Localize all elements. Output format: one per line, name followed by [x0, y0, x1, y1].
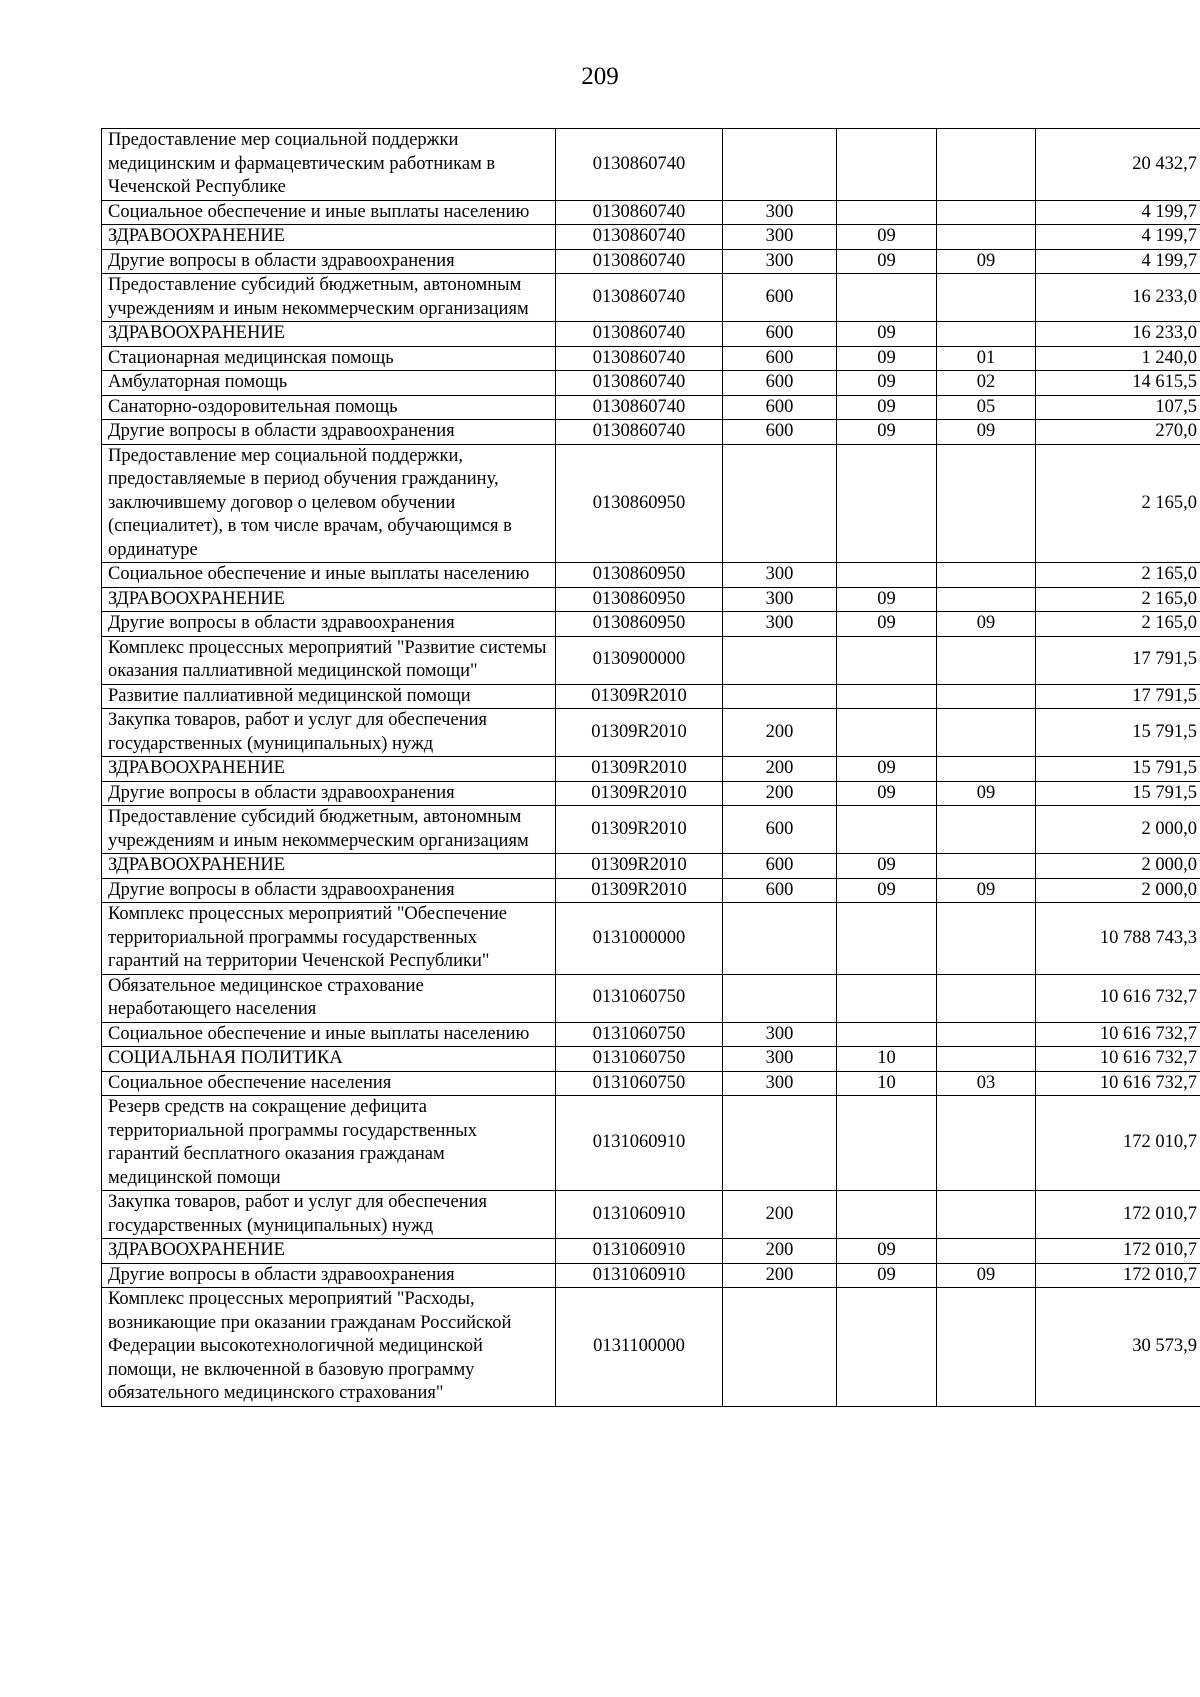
section-cell: 09: [837, 854, 937, 879]
expense-type-cell: 300: [723, 612, 837, 637]
amount-cell: 10 788 743,3: [1036, 903, 1200, 975]
expense-name-cell: Другие вопросы в области здравоохранения: [102, 249, 556, 274]
section-cell: 09: [837, 781, 937, 806]
expense-type-cell: [723, 684, 837, 709]
expense-name-cell: Стационарная медицинская помощь: [102, 346, 556, 371]
expense-name-cell: Закупка товаров, работ и услуг для обеспечения государственных (муниципальных) нужд: [102, 1191, 556, 1239]
expense-type-cell: 600: [723, 274, 837, 322]
subsection-cell: [937, 757, 1036, 782]
table-row: [102, 781, 1200, 806]
amount-cell: 172 010,7: [1036, 1096, 1200, 1191]
target-code-cell: 0131060910: [556, 1096, 723, 1191]
target-code-cell: 01309R2010: [556, 757, 723, 782]
expense-name-cell: Комплекс процессных мероприятий "Расходы, возникающие при оказании гражданам Российской Федерации высокотехнологичной медицинской помощи, не включенной в базовую программу обязательного медицинского страхования": [102, 1288, 556, 1407]
page-number: 209: [581, 63, 619, 90]
table-row: [102, 612, 1200, 637]
expense-type-cell: 200: [723, 1239, 837, 1264]
table-row: [102, 878, 1200, 903]
target-code-cell: 0130860740: [556, 249, 723, 274]
section-cell: [837, 274, 937, 322]
table-row: [102, 757, 1200, 782]
subsection-cell: [937, 1022, 1036, 1047]
expense-type-cell: 600: [723, 806, 837, 854]
subsection-cell: 01: [937, 346, 1036, 371]
amount-cell: 2 165,0: [1036, 612, 1200, 637]
target-code-cell: 0130860740: [556, 322, 723, 347]
table-row: [102, 684, 1200, 709]
expense-name-cell: Другие вопросы в области здравоохранения: [102, 420, 556, 445]
expense-name-cell: ЗДРАВООХРАНЕНИЕ: [102, 322, 556, 347]
amount-cell: 10 616 732,7: [1036, 1022, 1200, 1047]
expense-type-cell: 600: [723, 395, 837, 420]
subsection-cell: [937, 274, 1036, 322]
expense-type-cell: 300: [723, 225, 837, 250]
amount-cell: 172 010,7: [1036, 1239, 1200, 1264]
amount-cell: 10 616 732,7: [1036, 1047, 1200, 1072]
expense-type-cell: 300: [723, 200, 837, 225]
subsection-cell: [937, 322, 1036, 347]
table-row: [102, 806, 1200, 854]
expense-name-cell: Другие вопросы в области здравоохранения: [102, 1263, 556, 1288]
section-cell: [837, 563, 937, 588]
section-cell: [837, 974, 937, 1022]
expense-name-cell: Предоставление мер социальной поддержки, предоставляемые в период обучения гражданину, заключившему договор о целевом обучении (специалитет), в том числе врачам, обучающимся в ординатуре: [102, 444, 556, 563]
table-row: [102, 854, 1200, 879]
table-row: [102, 1191, 1200, 1239]
table-row: [102, 129, 1200, 201]
target-code-cell: 01309R2010: [556, 781, 723, 806]
subsection-cell: [937, 974, 1036, 1022]
expense-type-cell: 300: [723, 1071, 837, 1096]
target-code-cell: 01309R2010: [556, 806, 723, 854]
target-code-cell: 0131060750: [556, 1071, 723, 1096]
section-cell: [837, 1288, 937, 1407]
subsection-cell: 09: [937, 1263, 1036, 1288]
expense-type-cell: [723, 129, 837, 201]
table-row: [102, 444, 1200, 563]
expense-type-cell: 600: [723, 420, 837, 445]
section-cell: [837, 806, 937, 854]
target-code-cell: 0130860740: [556, 371, 723, 396]
expense-name-cell: Социальное обеспечение и иные выплаты населению: [102, 563, 556, 588]
section-cell: [837, 1022, 937, 1047]
table-row: [102, 249, 1200, 274]
section-cell: 10: [837, 1047, 937, 1072]
section-cell: 09: [837, 249, 937, 274]
amount-cell: 20 432,7: [1036, 129, 1200, 201]
target-code-cell: 01309R2010: [556, 878, 723, 903]
subsection-cell: 09: [937, 612, 1036, 637]
table-row: [102, 1071, 1200, 1096]
expense-name-cell: Предоставление субсидий бюджетным, автономным учреждениям и иным некоммерческим организациям: [102, 274, 556, 322]
amount-cell: 16 233,0: [1036, 274, 1200, 322]
expense-type-cell: [723, 903, 837, 975]
target-code-cell: 01309R2010: [556, 709, 723, 757]
expense-type-cell: 300: [723, 563, 837, 588]
target-code-cell: 01309R2010: [556, 854, 723, 879]
expense-name-cell: Социальное обеспечение и иные выплаты населению: [102, 200, 556, 225]
expense-name-cell: Предоставление субсидий бюджетным, автономным учреждениям и иным некоммерческим организациям: [102, 806, 556, 854]
table-row: [102, 274, 1200, 322]
section-cell: [837, 636, 937, 684]
expense-type-cell: 600: [723, 346, 837, 371]
amount-cell: 2 000,0: [1036, 854, 1200, 879]
target-code-cell: 0131060910: [556, 1191, 723, 1239]
section-cell: 09: [837, 1239, 937, 1264]
expense-type-cell: 300: [723, 1022, 837, 1047]
section-cell: 09: [837, 587, 937, 612]
table-row: [102, 371, 1200, 396]
target-code-cell: 0130860740: [556, 274, 723, 322]
section-cell: 09: [837, 612, 937, 637]
section-cell: 09: [837, 322, 937, 347]
expense-name-cell: Резерв средств на сокращение дефицита территориальной программы государственных гарантий бесплатного оказания гражданам медицинской помощи: [102, 1096, 556, 1191]
expense-type-cell: 300: [723, 587, 837, 612]
table-row: [102, 903, 1200, 975]
target-code-cell: 0131060750: [556, 974, 723, 1022]
table-row: [102, 346, 1200, 371]
section-cell: 09: [837, 420, 937, 445]
subsection-cell: 09: [937, 878, 1036, 903]
subsection-cell: 09: [937, 781, 1036, 806]
table-row: [102, 1022, 1200, 1047]
table-row: [102, 709, 1200, 757]
expense-type-cell: 300: [723, 249, 837, 274]
target-code-cell: 0130860740: [556, 225, 723, 250]
section-cell: [837, 684, 937, 709]
amount-cell: 17 791,5: [1036, 636, 1200, 684]
table-row: [102, 395, 1200, 420]
amount-cell: 172 010,7: [1036, 1263, 1200, 1288]
expense-type-cell: 300: [723, 1047, 837, 1072]
subsection-cell: [937, 1288, 1036, 1407]
subsection-cell: [937, 1047, 1036, 1072]
subsection-cell: [937, 129, 1036, 201]
table-row: [102, 420, 1200, 445]
table-row: [102, 200, 1200, 225]
expense-name-cell: ЗДРАВООХРАНЕНИЕ: [102, 854, 556, 879]
target-code-cell: 0130860950: [556, 563, 723, 588]
subsection-cell: 09: [937, 249, 1036, 274]
table-row: [102, 974, 1200, 1022]
expense-type-cell: 200: [723, 1263, 837, 1288]
expense-name-cell: Другие вопросы в области здравоохранения: [102, 781, 556, 806]
expense-type-cell: 200: [723, 781, 837, 806]
section-cell: [837, 200, 937, 225]
table-row: [102, 563, 1200, 588]
expense-name-cell: Другие вопросы в области здравоохранения: [102, 878, 556, 903]
target-code-cell: 0131060750: [556, 1047, 723, 1072]
amount-cell: 14 615,5: [1036, 371, 1200, 396]
subsection-cell: [937, 444, 1036, 563]
subsection-cell: 02: [937, 371, 1036, 396]
amount-cell: 2 165,0: [1036, 444, 1200, 563]
section-cell: [837, 1191, 937, 1239]
expense-name-cell: ЗДРАВООХРАНЕНИЕ: [102, 1239, 556, 1264]
subsection-cell: 05: [937, 395, 1036, 420]
subsection-cell: [937, 1096, 1036, 1191]
target-code-cell: 0131100000: [556, 1288, 723, 1407]
subsection-cell: [937, 200, 1036, 225]
expense-type-cell: [723, 1096, 837, 1191]
section-cell: 09: [837, 346, 937, 371]
target-code-cell: 0130860740: [556, 200, 723, 225]
section-cell: [837, 1096, 937, 1191]
table-row: [102, 322, 1200, 347]
subsection-cell: 09: [937, 420, 1036, 445]
subsection-cell: 03: [937, 1071, 1036, 1096]
amount-cell: 1 240,0: [1036, 346, 1200, 371]
expense-name-cell: Предоставление мер социальной поддержки медицинским и фармацевтическим работникам в Чеченской Республике: [102, 129, 556, 201]
subsection-cell: [937, 854, 1036, 879]
table-row: [102, 1047, 1200, 1072]
section-cell: 09: [837, 395, 937, 420]
expense-name-cell: Комплекс процессных мероприятий "Развитие системы оказания паллиативной медицинской помощи": [102, 636, 556, 684]
subsection-cell: [937, 563, 1036, 588]
expense-name-cell: Закупка товаров, работ и услуг для обеспечения государственных (муниципальных) нужд: [102, 709, 556, 757]
amount-cell: 270,0: [1036, 420, 1200, 445]
table-row: [102, 1239, 1200, 1264]
subsection-cell: [937, 806, 1036, 854]
expense-type-cell: [723, 444, 837, 563]
amount-cell: 2 165,0: [1036, 563, 1200, 588]
expense-name-cell: Социальное обеспечение населения: [102, 1071, 556, 1096]
amount-cell: 16 233,0: [1036, 322, 1200, 347]
subsection-cell: [937, 684, 1036, 709]
table-row: [102, 1263, 1200, 1288]
table-row: [102, 587, 1200, 612]
expense-type-cell: [723, 636, 837, 684]
target-code-cell: 0131060910: [556, 1263, 723, 1288]
expense-type-cell: [723, 974, 837, 1022]
amount-cell: 15 791,5: [1036, 757, 1200, 782]
expense-name-cell: ЗДРАВООХРАНЕНИЕ: [102, 757, 556, 782]
subsection-cell: [937, 1239, 1036, 1264]
target-code-cell: 0131000000: [556, 903, 723, 975]
table-row: [102, 225, 1200, 250]
section-cell: 10: [837, 1071, 937, 1096]
target-code-cell: 0130860950: [556, 444, 723, 563]
target-code-cell: 0130900000: [556, 636, 723, 684]
budget-table-body: [102, 129, 1200, 1407]
expense-type-cell: 200: [723, 1191, 837, 1239]
target-code-cell: 0130860740: [556, 129, 723, 201]
expense-name-cell: Амбулаторная помощь: [102, 371, 556, 396]
expense-type-cell: 600: [723, 371, 837, 396]
expense-name-cell: Комплекс процессных мероприятий "Обеспечение территориальной программы государственных гарантий на территории Чеченской Республики": [102, 903, 556, 975]
amount-cell: 17 791,5: [1036, 684, 1200, 709]
expense-name-cell: Социальное обеспечение и иные выплаты населению: [102, 1022, 556, 1047]
target-code-cell: 01309R2010: [556, 684, 723, 709]
target-code-cell: 0130860950: [556, 612, 723, 637]
expense-type-cell: 600: [723, 322, 837, 347]
subsection-cell: [937, 709, 1036, 757]
amount-cell: 10 616 732,7: [1036, 974, 1200, 1022]
subsection-cell: [937, 636, 1036, 684]
expense-name-cell: Развитие паллиативной медицинской помощи: [102, 684, 556, 709]
section-cell: [837, 444, 937, 563]
section-cell: 09: [837, 225, 937, 250]
amount-cell: 4 199,7: [1036, 249, 1200, 274]
amount-cell: 2 000,0: [1036, 806, 1200, 854]
budget-table: [101, 128, 1200, 1407]
expense-name-cell: Санаторно-оздоровительная помощь: [102, 395, 556, 420]
target-code-cell: 0130860740: [556, 395, 723, 420]
subsection-cell: [937, 1191, 1036, 1239]
amount-cell: 30 573,9: [1036, 1288, 1200, 1407]
section-cell: 09: [837, 757, 937, 782]
expense-type-cell: 200: [723, 757, 837, 782]
amount-cell: 4 199,7: [1036, 225, 1200, 250]
subsection-cell: [937, 903, 1036, 975]
amount-cell: 2 000,0: [1036, 878, 1200, 903]
amount-cell: 107,5: [1036, 395, 1200, 420]
target-code-cell: 0131060910: [556, 1239, 723, 1264]
amount-cell: 2 165,0: [1036, 587, 1200, 612]
expense-type-cell: 600: [723, 854, 837, 879]
section-cell: 09: [837, 878, 937, 903]
subsection-cell: [937, 225, 1036, 250]
table-row: [102, 1288, 1200, 1407]
expense-name-cell: Обязательное медицинское страхование неработающего населения: [102, 974, 556, 1022]
amount-cell: 172 010,7: [1036, 1191, 1200, 1239]
amount-cell: 10 616 732,7: [1036, 1071, 1200, 1096]
section-cell: [837, 903, 937, 975]
amount-cell: 15 791,5: [1036, 709, 1200, 757]
expense-name-cell: ЗДРАВООХРАНЕНИЕ: [102, 225, 556, 250]
amount-cell: 4 199,7: [1036, 200, 1200, 225]
target-code-cell: 0131060750: [556, 1022, 723, 1047]
table-row: [102, 1096, 1200, 1191]
expense-type-cell: 200: [723, 709, 837, 757]
section-cell: [837, 129, 937, 201]
target-code-cell: 0130860740: [556, 420, 723, 445]
target-code-cell: 0130860740: [556, 346, 723, 371]
expense-type-cell: 600: [723, 878, 837, 903]
amount-cell: 15 791,5: [1036, 781, 1200, 806]
section-cell: 09: [837, 1263, 937, 1288]
expense-type-cell: [723, 1288, 837, 1407]
section-cell: 09: [837, 371, 937, 396]
target-code-cell: 0130860950: [556, 587, 723, 612]
expense-name-cell: Другие вопросы в области здравоохранения: [102, 612, 556, 637]
expense-name-cell: ЗДРАВООХРАНЕНИЕ: [102, 587, 556, 612]
table-row: [102, 636, 1200, 684]
subsection-cell: [937, 587, 1036, 612]
expense-name-cell: СОЦИАЛЬНАЯ ПОЛИТИКА: [102, 1047, 556, 1072]
section-cell: [837, 709, 937, 757]
